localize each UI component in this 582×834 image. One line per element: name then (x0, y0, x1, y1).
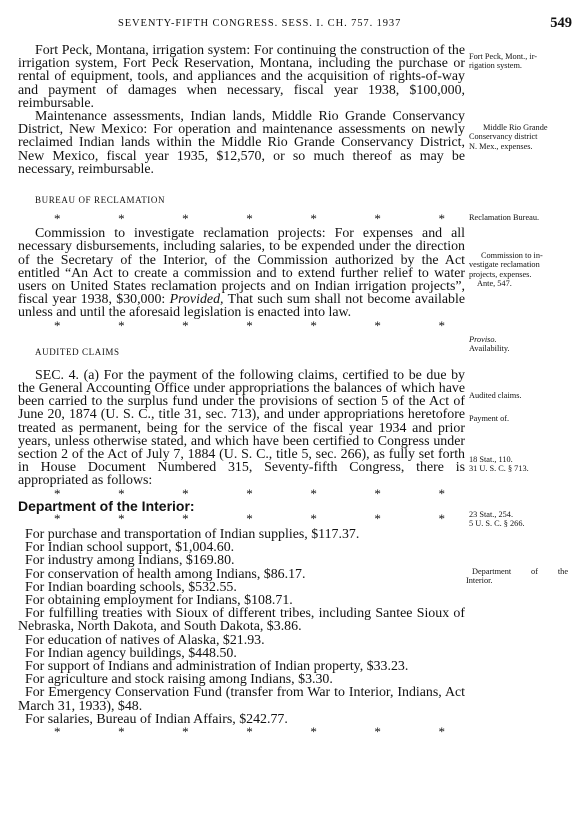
main-text-column (18, 44, 465, 738)
star-glyph: * (54, 723, 61, 739)
claim-entry: For salaries, Bureau of Indian Affairs, $242.77. (25, 711, 288, 727)
star-glyph: * (374, 317, 381, 333)
star-glyph: * (374, 723, 381, 739)
ellipsis-stars (18, 510, 465, 526)
paragraph-section-4: SEC. 4. (a) For the payment of the following claims, certified to be due by the General Accounting Office under appropriations the balances of which have been carried to the surplus fund under the provisions of section 5 of the Act of June 20, 1874 (U. S. C., title 31, sec. 713), and under appropriations heretofore treated as permanent, being for the service of the fiscal year 1934 and prior years, unless otherwise stated, and which have been certified to Congress under section 2 of the Act of July 7, 1884 (U. S. C., title 5, sec. 266), as fully set forth in House Document Numbered 315, Seventy-fifth Congress, there is appropriated as follows: (18, 367, 465, 489)
margin-note-department-interior: Department of the Interior. (466, 567, 568, 586)
margin-note-citation-23-stat: 23 Stat., 254. 5 U. S. C. § 266. (469, 510, 525, 529)
claims-list (18, 528, 465, 726)
star-glyph: * (118, 211, 125, 227)
star-glyph: * (438, 211, 445, 227)
page-number: 549 (550, 15, 572, 31)
running-head: SEVENTY-FIFTH CONGRESS. SESS. I. CH. 757. 1937 (118, 18, 402, 29)
heading-department-of-the-interior: Department of the Interior: (18, 497, 195, 514)
margin-note-audited-claims: Audited claims. (469, 391, 522, 400)
star-glyph: * (374, 211, 381, 227)
star-glyph: * (54, 317, 61, 333)
claim-entry: For conservation of health among Indians, $86.17. (25, 566, 306, 582)
provided-word: Provided, (169, 292, 224, 308)
margin-note-reclamation-bureau: Reclamation Bureau. (469, 213, 540, 222)
star-glyph: * (182, 485, 189, 501)
star-glyph: * (246, 485, 253, 501)
star-glyph: * (246, 317, 253, 333)
claim-entry: For agriculture and stock raising among Indians, $3.30. (25, 672, 333, 688)
ellipsis-stars (18, 317, 465, 333)
claim-entry: For industry among Indians, $169.80. (25, 553, 235, 569)
star-glyph: * (310, 211, 317, 227)
star-glyph: * (118, 723, 125, 739)
claim-entry: For education of natives of Alaska, $21.93. (25, 632, 265, 648)
ellipsis-stars (18, 723, 465, 739)
star-glyph: * (182, 510, 189, 526)
paragraph-fort-peck: Fort Peck, Montana, irrigation system: For continuing the construction of the irrigation system, Fort Peck Reservation, Montana, including the purchase or rental of equipment, tools, and appliances and the acquisition of rights-of-way and payment of damages when necessary, fiscal year 1938, $100,000, reimbursable. (18, 43, 465, 111)
star-glyph: * (118, 317, 125, 333)
ellipsis-stars (18, 213, 465, 225)
star-glyph: * (54, 485, 61, 501)
star-glyph: * (438, 485, 445, 501)
star-glyph: * (310, 723, 317, 739)
star-glyph: * (182, 723, 189, 739)
star-glyph: * (246, 211, 253, 227)
star-glyph: * (438, 723, 445, 739)
claim-entry: For obtaining employment for Indians, $108.71. (25, 592, 293, 608)
paragraph-commission (18, 227, 465, 319)
star-glyph: * (438, 317, 445, 333)
margin-note-proviso: Proviso. Availability. (469, 335, 510, 354)
claim-entry: For purchase and transportation of Indian supplies, $117.37. (25, 526, 360, 542)
commission-proviso-text: That such sum shall not become available unless and until the aforesaid legislation is enacted into law. (18, 292, 465, 321)
margin-note-payment-of: Payment of. (469, 414, 510, 423)
margin-note-fort-peck: Fort Peck, Mont., ir- rigation system. (469, 52, 538, 71)
star-glyph: * (246, 723, 253, 739)
heading-audited-claims: AUDITED CLAIMS (35, 346, 120, 357)
star-glyph: * (310, 510, 317, 526)
star-glyph: * (182, 211, 189, 227)
claim-entry: For fulfilling treaties with Sioux of different tribes, including Santee Sioux of Nebraska, North Dakota, and South Dakota, $3.86. (18, 606, 465, 635)
margin-note-rio-grande: Middle Rio Grande Conservancy district N. Mex., expenses. (469, 123, 548, 151)
claim-entry: For Indian agency buildings, $448.50. (25, 645, 237, 661)
star-glyph: * (118, 485, 125, 501)
claim-entry: For support of Indians and administration of Indian property, $33.23. (25, 658, 409, 674)
claim-entry: For Emergency Conservation Fund (transfer from War to Interior, Indians, Act March 31, 1933), $48. (18, 685, 465, 714)
star-glyph: * (310, 485, 317, 501)
star-glyph: * (118, 510, 125, 526)
star-glyph: * (54, 211, 61, 227)
star-glyph: * (310, 317, 317, 333)
star-glyph: * (246, 510, 253, 526)
claim-entry: For Indian boarding schools, $532.55. (25, 579, 237, 595)
claim-entry: For Indian school support, $1,004.60. (25, 540, 235, 556)
star-glyph: * (374, 485, 381, 501)
margin-note-commission: Commission to in- vestigate reclamation projects, expenses. Ante, 547. (469, 251, 543, 289)
margin-note-citation-18-stat: 18 Stat., 110. 31 U. S. C. § 713. (469, 455, 529, 474)
star-glyph: * (374, 510, 381, 526)
paragraph-maintenance-assessments: Maintenance assessments, Indian lands, Middle Rio Grande Conservancy District, New Mexico: For operation and maintenance assessments on newly reclaimed Indian lands within the Middle Rio Grande Conservancy District, New Mexico, fiscal year 1935, $12,570, or so much thereof as may be necessary, reimbursable. (18, 109, 465, 177)
star-glyph: * (182, 317, 189, 333)
star-glyph: * (54, 510, 61, 526)
commission-text: Commission to investigate reclamation projects: For expenses and all necessary disbursements, including salaries, to be expended under the direction of the Secretary of the Interior, of the Commission authorized by the Act entitled “An Act to create a commission and to extend further relief to water users on United States reclamation projects and on Indian irrigation projects”, fiscal year 1938, $30,000: (18, 226, 465, 308)
star-glyph: * (438, 510, 445, 526)
heading-bureau-of-reclamation: BUREAU OF RECLAMATION (35, 195, 166, 206)
